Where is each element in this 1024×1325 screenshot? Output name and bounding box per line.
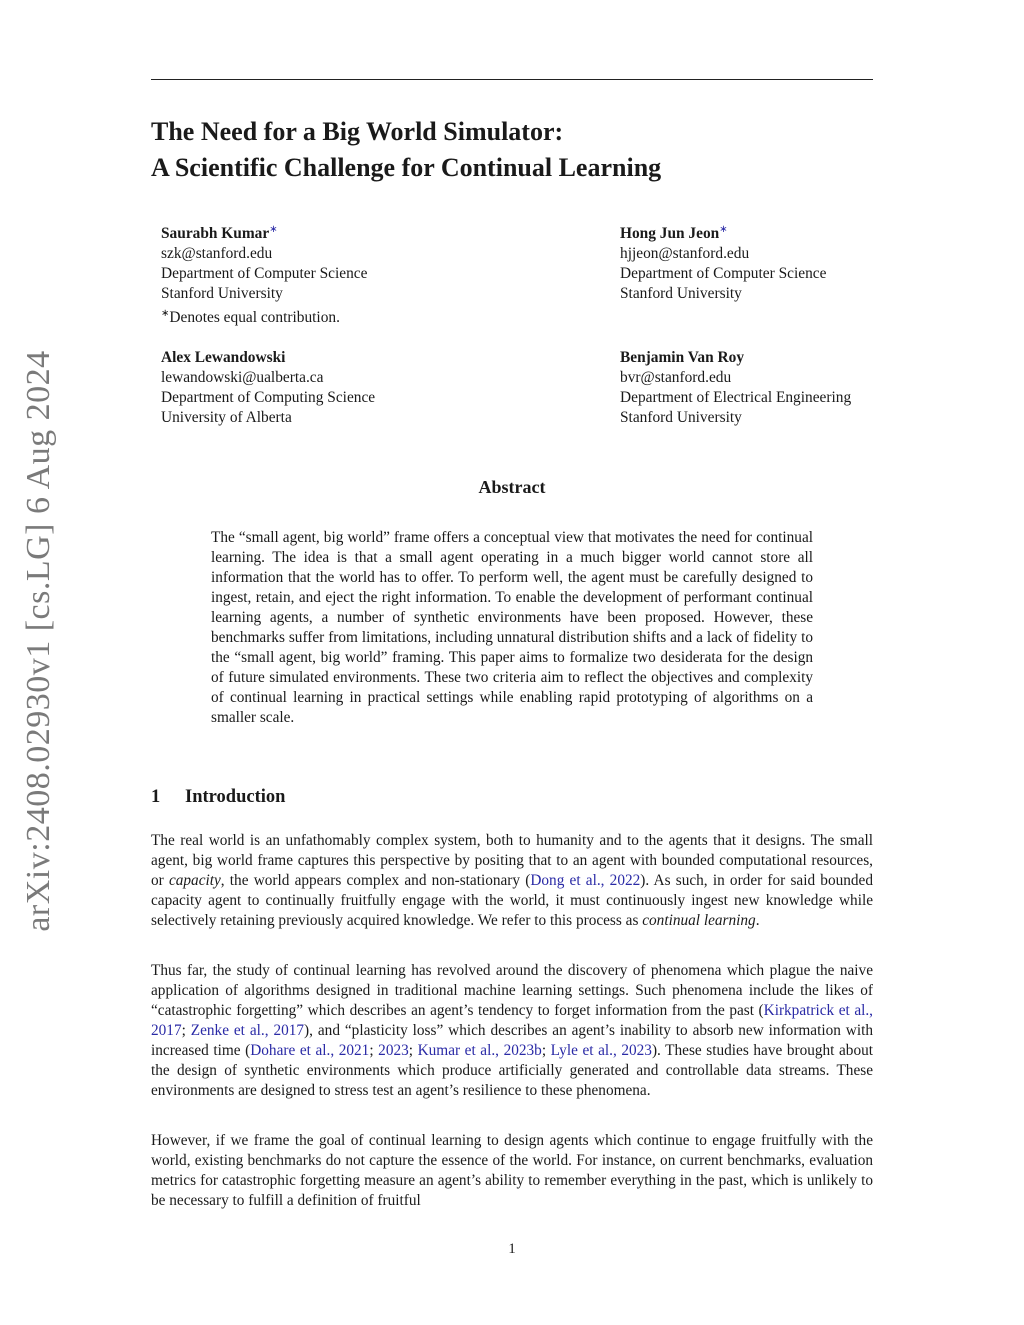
equal-contribution-note: ∗Denotes equal contribution. bbox=[161, 308, 340, 327]
author-email: hjjeon@stanford.edu bbox=[620, 245, 750, 263]
equal-contrib-mark[interactable]: ∗ bbox=[269, 224, 278, 235]
page-number: 1 bbox=[508, 1241, 516, 1257]
intro-paragraph-2: Thus far, the study of continual learning has revolved around the discovery of phenomena which plague the naive application of algorithms designed in traditional machine learning settings. Such phenomena include the likes of “catastrophic forgetting” which describes an agent’s tendency to forget information from the past (Kirkpatrick et al., 2017; Zenke et al., 2017), and “plasticity loss” which describes an agent’s inability to absorb new information with increased time (Dohare et al., 2021; 2023; Kumar et al., 2023b; Lyle et al., 2023). These studies have brought about the design of synthetic environments which produce artificially generated and controllable data streams. These environments are designed to stress test an agent’s resilience to these phenomena. bbox=[151, 962, 874, 1099]
author-block-van-roy bbox=[620, 348, 851, 428]
citation-link[interactable]: Dohare et al., 2021 bbox=[250, 1042, 370, 1059]
author-email: lewandowski@ualberta.ca bbox=[161, 369, 324, 386]
title-line-2: A Scientific Challenge for Continual Learning bbox=[151, 153, 662, 182]
title-line-1: The Need for a Big World Simulator: bbox=[151, 117, 564, 146]
author-email: szk@stanford.edu bbox=[161, 245, 273, 263]
author-name: Benjamin Van Roy bbox=[620, 349, 745, 366]
arxiv-stamp: arXiv:2408.02930v1 [cs.LG] 6 Aug 2024 bbox=[20, 350, 57, 932]
author-block-lewandowski bbox=[161, 348, 375, 428]
author-university: Stanford University bbox=[620, 285, 742, 303]
equal-contrib-mark[interactable]: ∗ bbox=[719, 224, 728, 235]
citation-link[interactable]: 2023 bbox=[378, 1042, 409, 1059]
citation-link[interactable]: Dong et al., 2022 bbox=[530, 872, 641, 889]
abstract-text: The “small agent, big world” frame offers a conceptual view that motivates the need for continual learning. The idea is that a small agent operating in a much bigger world cannot store all information that the world has to offer. To perform well, the agent must be carefully designed to ingest, retain, and eject the right information. To enable the development of performant continual learning agents, a number of synthetic environments have been proposed. However, these benchmarks suffer from limitations, including unnatural distribution shifts and a lack of fidelity to the “small agent, big world” framing. This paper aims to formalize two desiderata for the design of future simulated environments. These two criteria aim to reflect the objectives and complexity of continual learning in practical settings while enabling rapid prototyping of algorithms on a smaller scale. bbox=[211, 529, 813, 726]
citation-link[interactable]: Lyle et al., 2023 bbox=[550, 1042, 652, 1059]
author-block-kumar bbox=[161, 220, 367, 328]
abstract-heading: Abstract bbox=[478, 477, 546, 497]
section-title: Introduction bbox=[185, 787, 286, 807]
author-university: Stanford University bbox=[161, 285, 283, 303]
citation-link[interactable]: Zenke et al., 2017 bbox=[190, 1022, 305, 1039]
author-department: Department of Computer Science bbox=[161, 265, 368, 283]
intro-paragraph-3: However, if we frame the goal of continual learning to design agents which continue to engage fruitfully with the world, existing benchmarks do not capture the essence of the world. For instance, on current benchmarks, evaluation metrics for catastrophic forgetting measure an agent’s ability to remember everything in the past, which is unlikely to be necessary to fulfill a definition of fruitful bbox=[151, 1132, 873, 1209]
citation-link[interactable]: Kumar et al., 2023b bbox=[417, 1042, 542, 1059]
intro-paragraph-1: The real world is an unfathomably complex system, both to humanity and to the agents that it designs. The small agent, big world frame captures this perspective by positing that to an agent with bounded computational resources, or capacity, the world appears complex and non-stationary (Dong et al., 2022). As such, in order for said bounded capacity agent to continually fruitfully engage with the world, it must continuously ingest new knowledge while selectively retaining previously acquired knowledge. We refer to this process as continual learning. bbox=[151, 832, 873, 929]
citation-link[interactable]: Kirkpatrick et al., 2017 bbox=[151, 1002, 874, 1039]
author-department: Department of Electrical Engineering bbox=[620, 389, 852, 406]
section-number: 1 bbox=[151, 787, 161, 807]
author-email: bvr@stanford.edu bbox=[620, 369, 732, 386]
section-heading bbox=[151, 787, 285, 808]
author-name: Hong Jun Jeon bbox=[620, 225, 720, 243]
author-name: Alex Lewandowski bbox=[161, 349, 286, 366]
top-rule bbox=[151, 79, 873, 80]
author-block-jeon bbox=[620, 220, 826, 304]
author-university: Stanford University bbox=[620, 409, 742, 426]
author-department: Department of Computer Science bbox=[620, 265, 827, 283]
footnote-mark: ∗ bbox=[161, 308, 170, 320]
author-department: Department of Computing Science bbox=[161, 389, 376, 406]
author-name: Saurabh Kumar bbox=[161, 225, 270, 243]
paper-title bbox=[151, 114, 891, 186]
author-university: University of Alberta bbox=[161, 409, 292, 426]
